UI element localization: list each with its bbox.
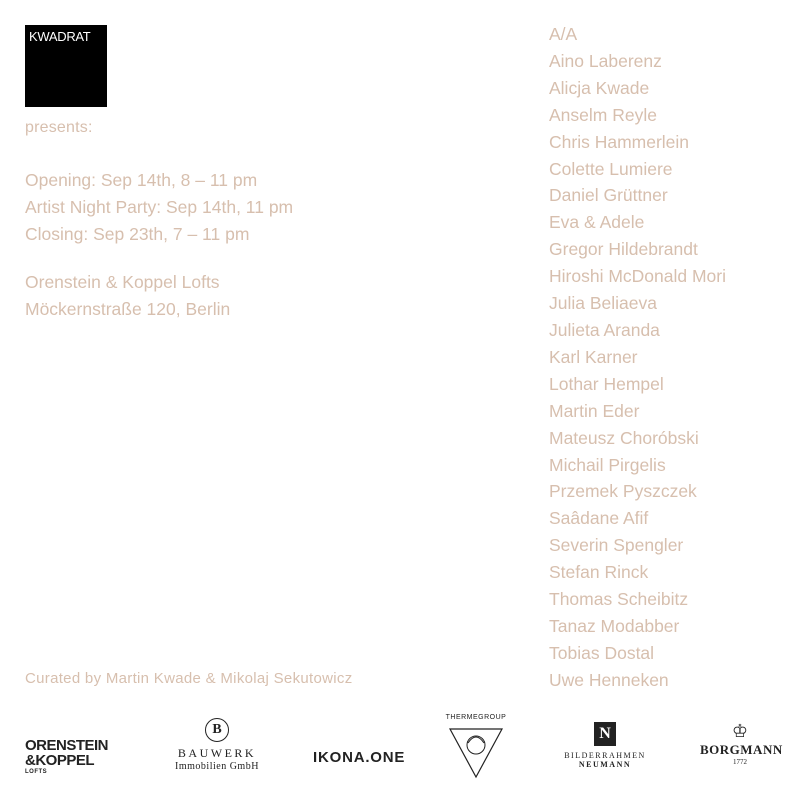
artist-item: Anselm Reyle (549, 104, 657, 125)
thermegroup-text: THERMEGROUP (445, 714, 507, 721)
borgmann-line2: 1772 (733, 758, 747, 766)
sponsor-bar (0, 712, 803, 792)
thermegroup-triangle-icon (446, 723, 506, 779)
bauwerk-logo (172, 718, 262, 772)
kwadrat-logo (25, 25, 107, 107)
artist-item: Aino Laberenz (549, 50, 662, 71)
ikona-one-logo: IKONA.ONE (313, 749, 406, 766)
artist-list (549, 21, 726, 694)
artist-item: Mateusz Choróbski (549, 427, 699, 448)
artist-item: Julia Beliaeva (549, 293, 657, 314)
logo-text: KWADRAT (29, 29, 91, 44)
bauwerk-mark-icon: B (205, 718, 229, 742)
neumann-mark-icon: N (594, 722, 616, 746)
thermegroup-logo (440, 714, 512, 779)
artist-item: Tobias Dostal (549, 642, 655, 663)
orenstein-sub: LOFTS (25, 769, 48, 775)
artist-item: Gregor Hildebrandt (549, 239, 698, 260)
schedule-closing: Closing: Sep 23th, 7 – 11 pm (25, 224, 250, 244)
artist-item: Colette Lumiere (549, 158, 673, 179)
bauwerk-line1: BAUWERK (177, 746, 257, 760)
borgmann-line1: BORGMANN (700, 742, 783, 757)
artist-item: Severin Spengler (549, 535, 684, 556)
borgmann-crest-icon: ♔ (731, 721, 749, 741)
schedule (25, 167, 293, 248)
artist-item: Michail Pirgelis (549, 454, 666, 475)
artist-item: Julieta Aranda (549, 319, 660, 340)
artist-item: Chris Hammerlein (549, 131, 690, 152)
artist-item: Thomas Scheibitz (549, 589, 689, 610)
venue (25, 269, 230, 323)
artist-item: Alicja Kwade (549, 77, 650, 98)
artist-item: Uwe Henneken (549, 669, 669, 690)
bauwerk-line2: Immobilien GmbH (175, 761, 259, 772)
venue-address: Möckernstraße 120, Berlin (25, 299, 231, 319)
artist-item: Stefan Rinck (549, 562, 649, 583)
schedule-party: Artist Night Party: Sep 14th, 11 pm (25, 197, 294, 217)
artist-item: A/A (549, 24, 578, 44)
artist-item: Karl Karner (549, 346, 638, 367)
schedule-opening: Opening: Sep 14th, 8 – 11 pm (25, 170, 258, 190)
artist-item: Saâdane Afif (549, 508, 649, 529)
presents-label: presents: (25, 119, 93, 136)
bilderrahmen-neumann-logo (555, 722, 655, 769)
curated-by: Curated by Martin Kwade & Mikolaj Sekutowicz (25, 670, 353, 687)
bilderrahmen-line1: BILDERRAHMEN (564, 751, 646, 760)
artist-item: Przemek Pyszczek (549, 481, 697, 502)
orenstein-koppel-logo (25, 738, 108, 776)
bilderrahmen-line2: NEUMANN (578, 760, 632, 769)
artist-item: Martin Eder (549, 400, 640, 421)
artist-item: Hiroshi McDonald Mori (549, 266, 726, 287)
artist-item: Daniel Grüttner (549, 185, 668, 206)
venue-name: Orenstein & Koppel Lofts (25, 272, 220, 292)
artist-item: Tanaz Modabber (549, 615, 680, 636)
borgmann-logo (700, 720, 783, 766)
orenstein-line1: ORENSTEIN (25, 737, 109, 754)
artist-item: Lothar Hempel (549, 373, 664, 394)
orenstein-line2: &KOPPEL (25, 752, 95, 769)
artist-item: Eva & Adele (549, 212, 645, 233)
